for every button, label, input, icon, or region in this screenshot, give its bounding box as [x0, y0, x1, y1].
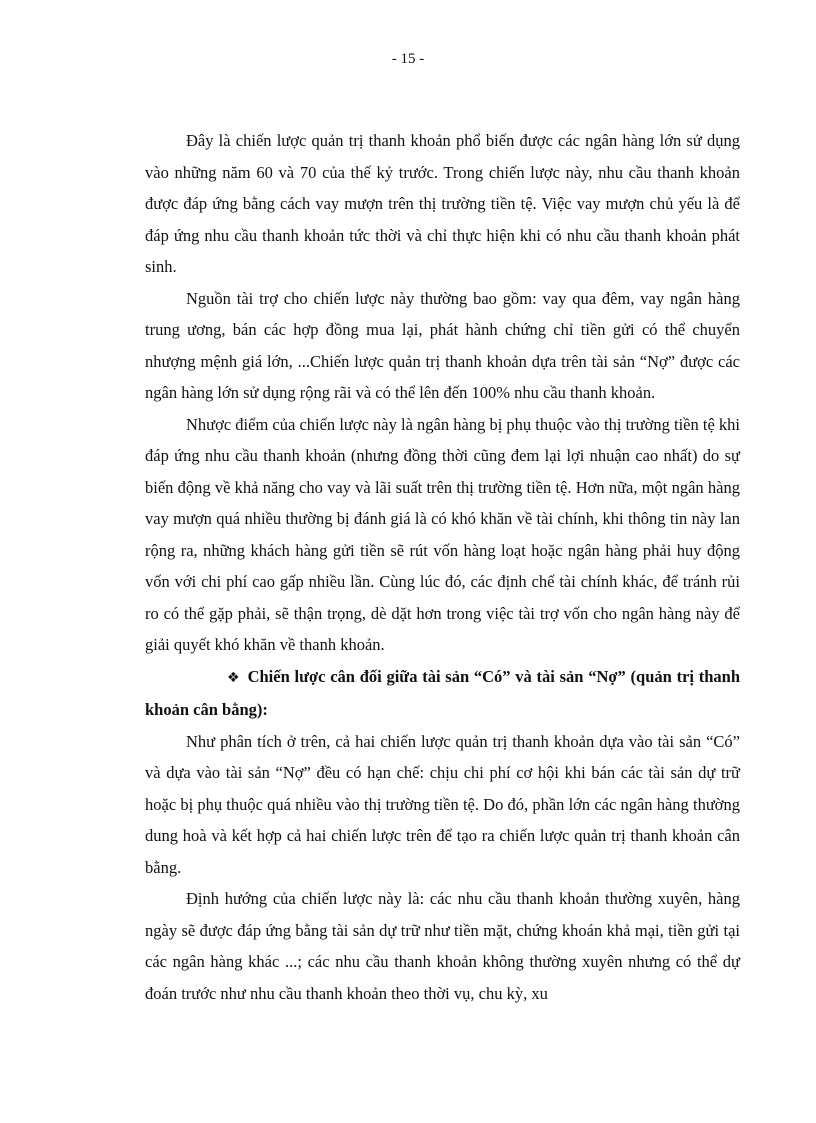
paragraph-1: Đây là chiến lược quản trị thanh khoản phổ biến được các ngân hàng lớn sử dụng vào những năm 60 và 70 của thế kỷ trước. Trong chiến lược này, nhu cầu thanh khoản được đáp ứng bằng cách vay mượn trên thị trường tiền tệ. Việc vay mượn chủ yếu là để đáp ứng nhu cầu thanh khoản tức thời và chỉ thực hiện khi có nhu cầu thanh khoản phát sinh. — [145, 131, 740, 276]
paragraph-5: Định hướng của chiến lược này là: các nhu cầu thanh khoản thường xuyên, hàng ngày sẽ được đáp ứng bằng tài sản dự trữ như tiền mặt, chứng khoán khả mại, tiền gửi tại các ngân hàng khác ...; các nhu cầu thanh khoản không thường xuyên nhưng có thể dự đoán trước như nhu cầu thanh khoản theo thời vụ, chu kỳ, xu — [145, 889, 740, 1003]
paragraph-3: Nhược điểm của chiến lược này là ngân hàng bị phụ thuộc vào thị trường tiền tệ khi đáp ứng nhu cầu thanh khoản (nhưng đồng thời cũng đem lại lợi nhuận cao nhất) do sự biến động về khả năng cho vay và lãi suất trên thị trường tiền tệ. Hơn nữa, một ngân hàng vay mượn quá nhiều thường bị đánh giá là có khó khăn về tài chính, khi thông tin này lan rộng ra, những khách hàng gửi tiền sẽ rút vốn hàng loạt hoặc ngân hàng phải huy động vốn với chi phí cao gấp nhiều lần. Cùng lúc đó, các định chế tài chính khác, để tránh rủi ro có thể gặp phải, sẽ thận trọng, dè dặt hơn trong việc tài trợ vốn cho ngân hàng này để giải quyết khó khăn về thanh khoản. — [145, 414, 740, 654]
page-number: - 15 - — [391, 51, 425, 67]
paragraph-2: Nguồn tài trợ cho chiến lược này thường bao gồm: vay qua đêm, vay ngân hàng trung ương, bán các hợp đồng mua lại, phát hành chứng chỉ tiền gửi có thể chuyển nhượng mệnh giá lớn, ...Chiến lược quản trị thanh khoản dựa trên tài sản “Nợ” được các ngân hàng lớn sử dụng rộng rãi và có thể lên đến 100% nhu cầu thanh khoản. — [145, 288, 740, 402]
section-heading — [145, 661, 740, 726]
section-heading-text: Chiến lược cân đối giữa tài sản “Có” và tài sản “Nợ” (quản trị thanh khoản cân bằng): — [145, 666, 740, 719]
diamond-bullet-icon: ❖ — [227, 669, 240, 686]
paragraph-4: Như phân tích ở trên, cả hai chiến lược quản trị thanh khoản dựa vào tài sản “Có” và dựa vào tài sản “Nợ” đều có hạn chế: chịu chi phí cơ hội khi bán các tài sản dự trữ hoặc bị phụ thuộc quá nhiều vào thị trường tiền tệ. Do đó, phần lớn các ngân hàng thường dung hoà và kết hợp cả hai chiến lược trên để tạo ra chiến lược quản trị thanh khoản cân bằng. — [145, 731, 740, 877]
document-body — [145, 125, 740, 1009]
